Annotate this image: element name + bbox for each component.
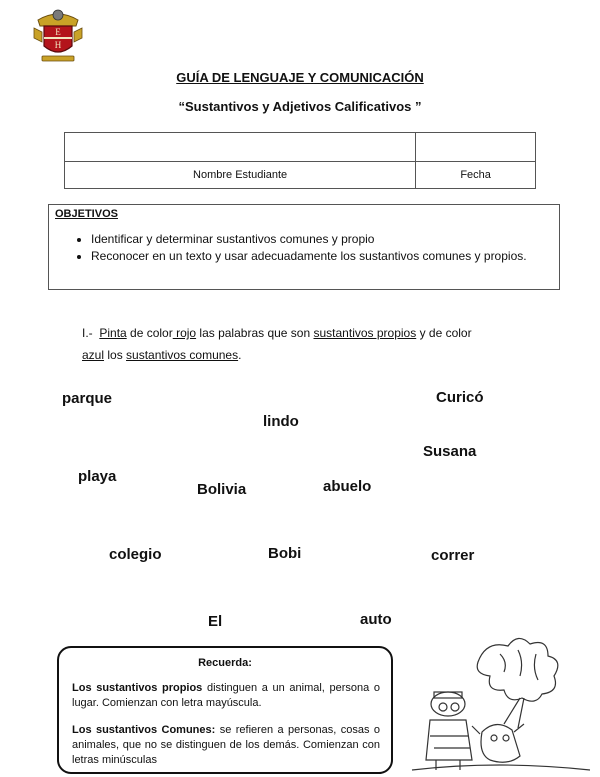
student-name-label: Nombre Estudiante xyxy=(65,162,416,189)
word-parque[interactable]: parque xyxy=(62,390,113,407)
school-crest-logo xyxy=(30,6,86,64)
cartoon-illustration xyxy=(408,632,594,774)
word-playa[interactable]: playa xyxy=(78,468,117,485)
objective-item: • Reconocer en un texto y usar adecuadamente los sustantivos comunes y propios. xyxy=(91,248,561,264)
word-lindo[interactable]: lindo xyxy=(263,413,299,430)
date-label: Fecha xyxy=(416,162,536,189)
old-man-body-icon xyxy=(426,720,472,760)
instr-azul: azul xyxy=(82,348,105,362)
crest-letter-e: E xyxy=(55,27,61,37)
reminder-proper-text: distinguen a un animal, persona o lugar. Comienzan con letra mayúscula. xyxy=(72,682,380,709)
instruction-number: I.- xyxy=(82,326,93,340)
dog-icon xyxy=(481,724,520,762)
instruction-text xyxy=(82,322,522,366)
word-colegio[interactable]: colegio xyxy=(109,546,162,563)
objective-item: • Identificar y determinar sustantivos comunes y propio xyxy=(91,231,561,247)
reminder-proper-heading: Los sustantivos propios xyxy=(72,682,203,694)
old-man-head-icon xyxy=(431,692,465,716)
crest-letter-h: H xyxy=(54,40,62,50)
objectives-box xyxy=(48,204,560,290)
student-name-field[interactable] xyxy=(65,133,416,162)
balloons-cluster-icon xyxy=(477,638,558,701)
page-title: GUÍA DE LENGUAJE Y COMUNICACIÓN xyxy=(176,70,424,85)
instr-text: las palabras que son xyxy=(196,326,314,340)
word-bobi[interactable]: Bobi xyxy=(268,545,302,562)
word-bolivia[interactable]: Bolivia xyxy=(197,481,247,498)
word-curico[interactable]: Curicó xyxy=(436,389,484,406)
reminder-title: Recuerda: xyxy=(198,657,252,669)
reminder-box xyxy=(57,646,393,774)
instr-sustantivos-comunes: sustantivos comunes xyxy=(126,348,239,362)
student-info-table xyxy=(64,132,536,189)
instr-text: y de color xyxy=(416,326,472,340)
balloon-detail-icon xyxy=(500,650,538,680)
instr-sustantivos-propios: sustantivos propios xyxy=(313,326,417,340)
reminder-common-nouns xyxy=(72,723,380,768)
word-abuelo[interactable]: abuelo xyxy=(323,478,372,495)
reminder-common-text: se refieren a personas, cosas o animales, que no se distinguen de los demás. Comienzan con letras minúsculas xyxy=(72,724,381,766)
reminder-proper-nouns xyxy=(72,681,380,711)
reminder-common-heading: Los sustantivos Comunes: xyxy=(72,724,216,736)
date-field[interactable] xyxy=(416,133,536,162)
objectives-list xyxy=(73,231,561,265)
objectives-title: OBJETIVOS xyxy=(55,208,118,220)
balloon-strings-icon xyxy=(504,698,524,728)
instr-pinta: Pinta xyxy=(99,326,127,340)
instr-text: . xyxy=(238,348,242,362)
instr-text: los xyxy=(104,348,127,362)
ground-line-icon xyxy=(412,765,590,770)
word-auto[interactable]: auto xyxy=(360,611,392,628)
word-el[interactable]: El xyxy=(208,613,223,630)
instr-text: de color xyxy=(126,326,173,340)
old-man-hat-icon xyxy=(434,692,462,698)
page-subtitle: “Sustantivos y Adjetivos Calificativos ” xyxy=(178,99,422,114)
word-susana[interactable]: Susana xyxy=(423,443,477,460)
word-correr[interactable]: correr xyxy=(431,547,475,564)
instr-rojo: rojo xyxy=(172,326,197,340)
